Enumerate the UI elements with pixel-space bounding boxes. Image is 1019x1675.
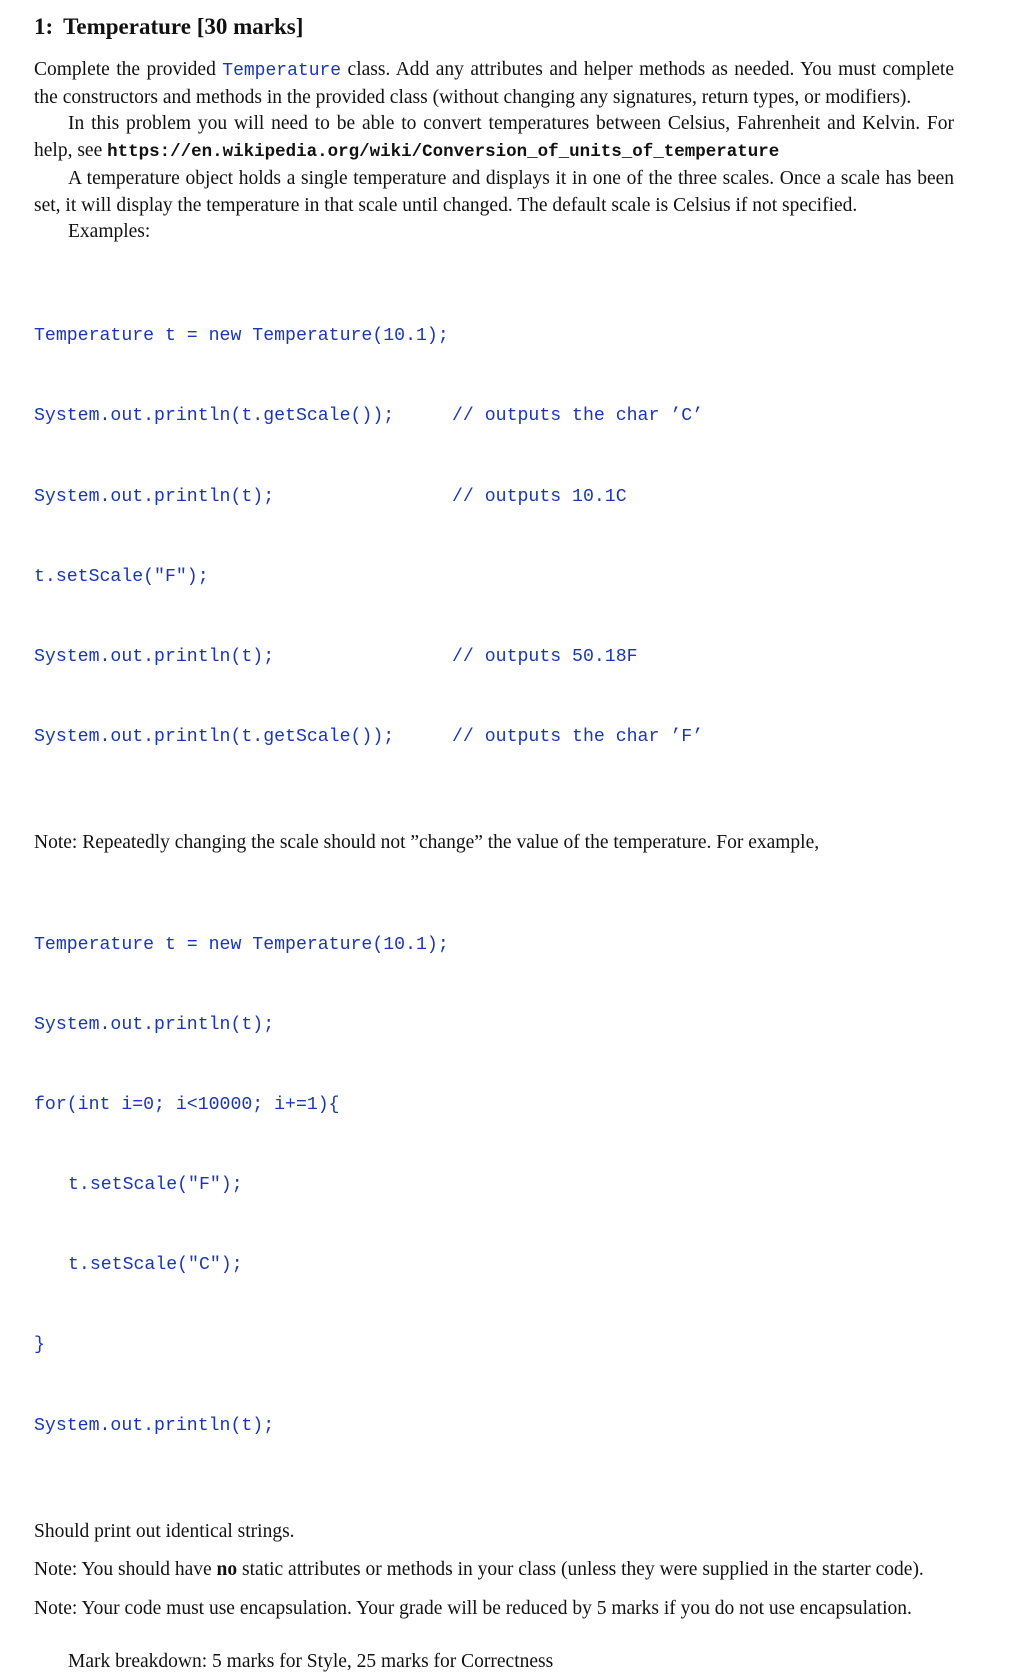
note-repeat-paragraph: Note: Repeatedly changing the scale should not ”change” the value of the temperature. For example,	[34, 831, 820, 853]
problem-heading	[34, 8, 954, 46]
code-statement: System.out.println(t.getScale());	[34, 406, 395, 427]
code-line: t.setScale("F");	[68, 1175, 243, 1196]
code-line	[34, 484, 954, 511]
code-comment: // outputs 50.18F	[452, 646, 638, 667]
identical-strings-text: Should print out identical strings.	[34, 1520, 295, 1542]
problem-number: 1:	[34, 14, 54, 39]
object-description-paragraph: A temperature object holds a single temperature and displays it in one of the three scales. Once a scale has been set, it will display the temperature in that scale until changed. The default scale is Celsius if not specified.	[34, 167, 954, 216]
code-statement: Temperature t = new Temperature(10.1);	[34, 326, 449, 347]
code-line	[34, 564, 954, 591]
note-static-before: Note: You should have	[34, 1559, 217, 1581]
code-statement: t.setScale("F");	[34, 566, 209, 587]
code-line: System.out.println(t);	[34, 1415, 275, 1436]
conversion-text: In this problem you will need to be able to convert temperatures between Celsius, Fahrenheit and Kelvin. For help, see	[34, 113, 954, 162]
loop-code-block	[34, 879, 954, 1493]
intro-text-start: Complete the provided	[34, 59, 223, 80]
code-statement: System.out.println(t);	[34, 486, 275, 507]
code-line: for(int i=0; i<10000; i+=1){	[34, 1095, 340, 1116]
code-line	[34, 644, 954, 671]
code-comment: // outputs 10.1C	[452, 486, 627, 507]
note-static-after: static attributes or methods in your class (unless they were supplied in the starter code).	[237, 1559, 924, 1581]
problem-title: Temperature	[63, 14, 191, 39]
note-encapsulation-paragraph: Note: Your code must use encapsulation. Your grade will be reduced by 5 marks if you do not use encapsulation.	[34, 1598, 912, 1620]
problem-document	[34, 8, 954, 1675]
code-statement: System.out.println(t.getScale());	[34, 726, 395, 747]
code-line	[34, 403, 954, 430]
example-code-block	[34, 270, 954, 804]
code-line: System.out.println(t);	[34, 1015, 275, 1036]
class-name-code: Temperature	[222, 61, 342, 81]
code-line: Temperature t = new Temperature(10.1);	[34, 935, 449, 955]
code-line	[34, 724, 954, 751]
code-statement: System.out.println(t);	[34, 646, 275, 667]
conversion-paragraph	[34, 111, 954, 165]
note-static-paragraph	[34, 1557, 954, 1584]
code-line: }	[34, 1335, 45, 1356]
intro-text-end: class. Add any attributes and helper methods as needed. You must complete the constructors and methods in the provided class (without changing any signatures, return types, or modifiers).	[34, 59, 954, 108]
code-comment: // outputs the char ’C’	[452, 406, 704, 427]
problem-marks: [30 marks]	[196, 14, 304, 39]
code-line: t.setScale("C");	[68, 1255, 243, 1276]
intro-paragraph	[34, 57, 954, 111]
note-static-bold: no	[216, 1559, 238, 1581]
code-comment: // outputs the char ’F’	[452, 726, 704, 747]
examples-label: Examples:	[68, 221, 151, 243]
mark-breakdown: Mark breakdown: 5 marks for Style, 25 marks for Correctness	[68, 1650, 554, 1672]
code-line	[34, 323, 954, 350]
wikipedia-url: https://en.wikipedia.org/wiki/Conversion_of_units_of_temperature	[107, 142, 780, 163]
